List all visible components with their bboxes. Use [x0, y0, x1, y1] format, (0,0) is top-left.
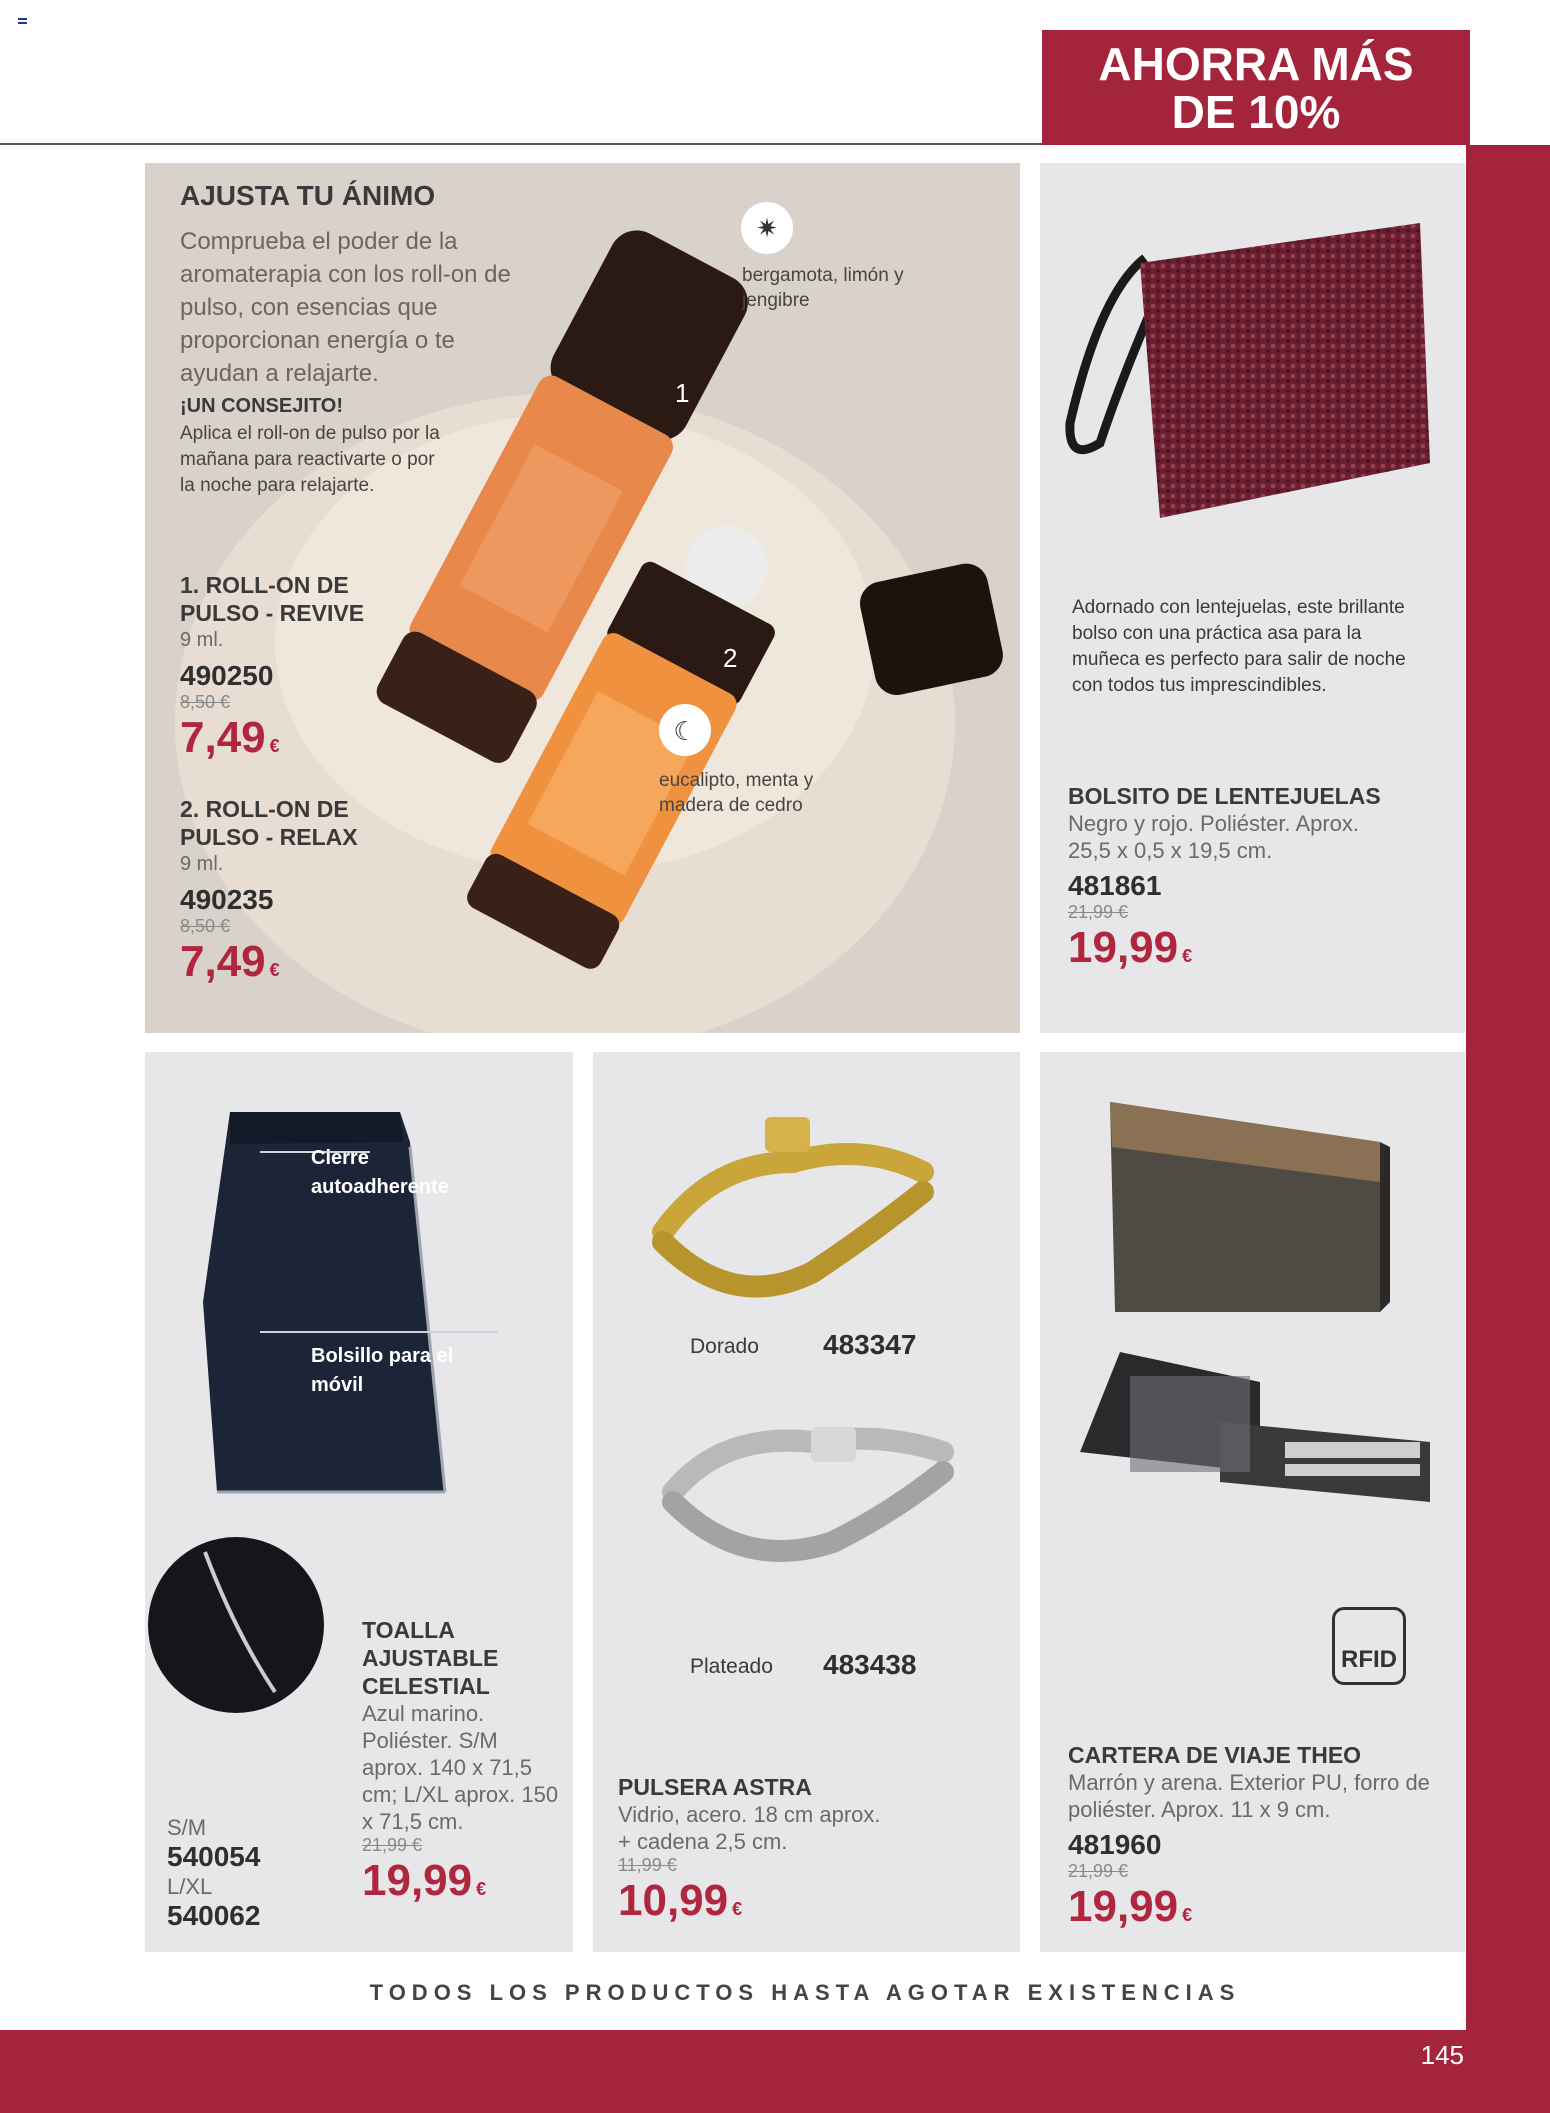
corner-mark — [18, 18, 27, 26]
scent-day: bergamota, limón y jengibre — [742, 265, 904, 311]
callout-pocket: Bolsillo para el móvil — [311, 1345, 454, 1396]
product-code: 481861 — [1068, 870, 1162, 901]
bottle-marker-1: 1 — [675, 378, 690, 408]
price: 19,99 € — [362, 1856, 487, 1905]
rollon-item-1[interactable] — [180, 571, 390, 763]
product-details: Marrón y arena. Exterior PU, forro de poliéster. Aprox. 11 x 9 cm. — [1068, 1770, 1430, 1822]
product-name: TOALLA AJUSTABLE CELESTIAL — [362, 1617, 499, 1699]
top-rule — [0, 143, 1042, 145]
variant-gold-label: Dorado — [690, 1335, 759, 1358]
right-color-strip — [1466, 145, 1550, 2033]
product-name: 2. ROLL-ON DE PULSO - RELAX — [180, 796, 358, 850]
sun-icon — [741, 202, 793, 254]
callout-closure: Cierre autoadherente — [311, 1147, 449, 1198]
moon-icon — [659, 704, 711, 756]
rollon-panel[interactable] — [145, 163, 1020, 1033]
svg-text:☾: ☾ — [673, 717, 697, 747]
product-size: 9 ml. — [180, 853, 224, 875]
product-name: PULSERA ASTRA — [618, 1774, 812, 1800]
old-price: 8,50 € — [180, 692, 231, 712]
product-size: 9 ml. — [180, 629, 224, 651]
bag-panel[interactable] — [1040, 163, 1465, 1033]
bracelet-panel[interactable] — [593, 1052, 1020, 1952]
old-price: 8,50 € — [180, 916, 231, 936]
variant-silver-label: Plateado — [690, 1655, 773, 1678]
banner-line-1: AHORRA MÁS — [1098, 37, 1414, 90]
old-price: 21,99 € — [1068, 902, 1129, 922]
product-name: BOLSITO DE LENTEJUELAS — [1068, 783, 1381, 809]
wallet-image — [1040, 1052, 1465, 1592]
product-details: Negro y rojo. Poliéster. Aprox. 25,5 x 0,5 x 19,5 cm. — [1068, 811, 1360, 863]
variant-silver-code: 483438 — [823, 1649, 917, 1680]
bracelet-info — [618, 1774, 888, 1926]
product-code: 490235 — [180, 884, 274, 915]
size-label-lxl: L/XL — [167, 1874, 213, 1899]
product-details: Vidrio, acero. 18 cm aprox. + cadena 2,5 cm. — [618, 1802, 881, 1854]
rollon-intro: Comprueba el poder de la aromaterapia con los roll-on de pulso, con esencias que proporcionan energía o te ayudan a relajarte. — [180, 228, 511, 387]
tip-text: Aplica el roll-on de pulso por la mañana para reactivarte o por la noche para relajarte. — [180, 423, 440, 496]
product-name: CARTERA DE VIAJE THEO — [1068, 1742, 1362, 1768]
towel-info — [362, 1616, 562, 1906]
bag-description: Adornado con lentejuelas, este brillante bolso con una práctica asa para la muñeca es perfecto para salir de noche con todos tus imprescindibles. — [1072, 597, 1406, 696]
product-code: 490250 — [180, 660, 274, 691]
page-number: 145 — [1420, 2040, 1464, 2070]
rollon-item-2[interactable] — [180, 795, 390, 987]
product-details: Azul marino. Poliéster. S/M aprox. 140 x 71,5 cm; L/XL aprox. 150 x 71,5 cm. — [362, 1701, 559, 1834]
rfid-badge-label: RFID — [1341, 1646, 1397, 1673]
product-code: 481960 — [1068, 1829, 1162, 1860]
wallet-info — [1068, 1742, 1458, 1932]
price: 7,49 € — [180, 713, 280, 762]
discount-banner — [1042, 30, 1470, 145]
size-code-lxl: 540062 — [167, 1900, 261, 1931]
price: 10,99 € — [618, 1876, 743, 1925]
bag-info — [1068, 783, 1448, 973]
old-price: 11,99 € — [618, 1855, 677, 1875]
size-label-sm: S/M — [167, 1815, 207, 1840]
rfid-badge — [1332, 1607, 1406, 1685]
sequin-bag-image — [1040, 163, 1465, 583]
rollon-heading: AJUSTA TU ÁNIMO — [180, 180, 436, 211]
tip-title: ¡UN CONSEJITO! — [180, 395, 343, 417]
bottle-marker-2: 2 — [723, 643, 738, 673]
towel-codes — [167, 1814, 260, 1932]
bracelet-images — [593, 1052, 1020, 1652]
towel-panel[interactable] — [145, 1052, 573, 1952]
banner-line-2: DE 10% — [1171, 85, 1341, 138]
bottom-band — [0, 2030, 1550, 2113]
wallet-panel[interactable] — [1040, 1052, 1465, 1952]
size-code-sm: 540054 — [167, 1841, 261, 1872]
variant-gold-code: 483347 — [823, 1329, 917, 1360]
old-price: 21,99 € — [362, 1835, 423, 1855]
scent-night: eucalipto, menta y madera de cedro — [659, 770, 814, 816]
price: 19,99 € — [1068, 923, 1193, 972]
svg-text:✷: ✷ — [756, 214, 778, 244]
product-name: 1. ROLL-ON DE PULSO - REVIVE — [180, 572, 365, 626]
price: 7,49 € — [180, 937, 280, 986]
footer-note: TODOS LOS PRODUCTOS HASTA AGOTAR EXISTENCIAS — [369, 1980, 1241, 2005]
old-price: 21,99 € — [1068, 1861, 1129, 1881]
price: 19,99 € — [1068, 1882, 1193, 1931]
